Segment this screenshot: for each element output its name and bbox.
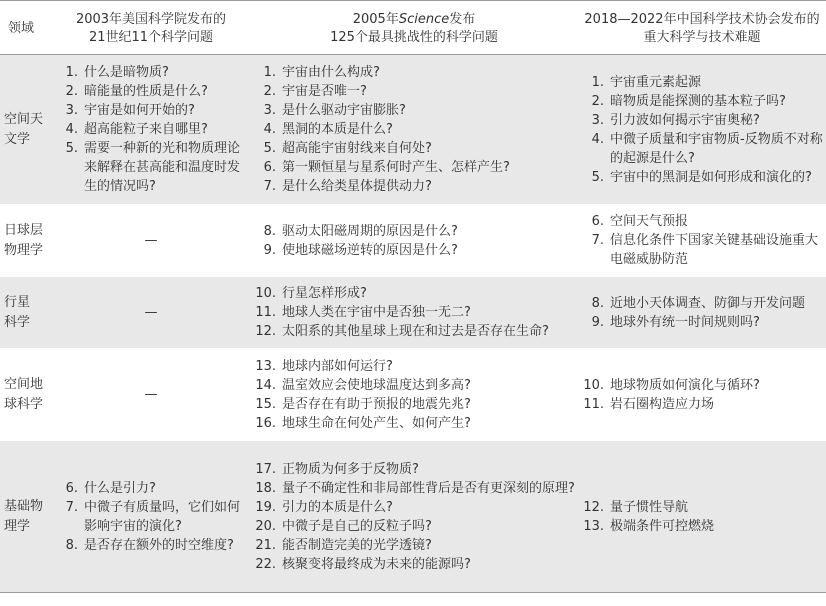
item-number: 10.: [255, 286, 276, 301]
col2-cell: [250, 205, 578, 277]
list-item: [52, 139, 250, 196]
item-number: 8.: [65, 537, 78, 553]
col3-cell: [578, 55, 826, 205]
list-item: [250, 120, 578, 139]
list-item: [250, 479, 578, 498]
item-text: 能否制造完美的光学透镜?: [282, 537, 432, 553]
item-number: 8.: [591, 295, 604, 311]
item-number: 15.: [255, 396, 276, 412]
item-number: 5.: [591, 169, 604, 185]
item-number: 11.: [255, 305, 276, 320]
item-text: 地球内部如何运行?: [282, 358, 393, 374]
list-item: [52, 63, 250, 82]
item-text: 使地球磁场逆转的原因是什么?: [282, 242, 458, 258]
item-text: 宇宙中的黑洞是如何形成和演化的?: [610, 169, 812, 185]
domain-cell: [0, 55, 52, 205]
item-text: 近地小天体调查、防御与开发问题: [610, 295, 806, 311]
item-number: 6.: [263, 160, 276, 175]
list-item: [250, 139, 578, 158]
question-list: [578, 73, 826, 187]
item-text: 宇宙由什么构成?: [282, 65, 380, 80]
item-number: 2.: [591, 93, 604, 109]
item-text: 地球人类在宇宙中是否独一无二?: [282, 305, 471, 320]
domain-cell: [0, 205, 52, 277]
question-list: [578, 294, 826, 332]
header-science-2005-line1: [252, 11, 576, 29]
list-item: [578, 73, 826, 92]
item-text: 量子不确定性和非局部性背后是否有更深刻的原理?: [282, 480, 575, 496]
header-science-prefix: 2005年: [352, 12, 399, 27]
domain-label-line: 空间地: [4, 376, 44, 392]
item-number: 9.: [263, 242, 276, 258]
item-number: 1.: [591, 74, 604, 90]
item-number: 17.: [255, 461, 276, 477]
list-item: [578, 294, 826, 313]
item-number: 4.: [263, 122, 276, 137]
col1-cell: [52, 441, 250, 593]
col1-cell: [52, 55, 250, 205]
col1-cell: [52, 205, 250, 277]
item-text: 宇宙是否唯一?: [282, 84, 367, 99]
table-row: [0, 441, 826, 593]
domain-cell: [0, 441, 52, 593]
item-number: 21.: [255, 537, 276, 553]
item-number: 8.: [263, 223, 276, 239]
header-science-suffix: 发布: [449, 12, 476, 27]
domain-label-line: 物理学: [4, 242, 44, 258]
item-text: 是什么给类星体提供动力?: [282, 179, 432, 194]
list-item: [52, 536, 250, 555]
list-item: [250, 101, 578, 120]
domain-cell: [0, 349, 52, 441]
item-text: 核聚变将最终成为未来的能源吗?: [282, 556, 471, 572]
item-text: 暗能量的性质是什么?: [84, 84, 208, 99]
item-number: 6.: [65, 480, 78, 496]
item-text: 驱动太阳磁周期的原因是什么?: [282, 223, 458, 239]
question-list: [250, 222, 578, 260]
list-item: [578, 395, 826, 414]
item-number: 12.: [255, 324, 276, 339]
item-number: 2.: [65, 84, 78, 99]
item-text: 黑洞的本质是什么?: [282, 122, 393, 137]
domain-label-line: 基础物: [4, 498, 44, 514]
question-list: [250, 63, 578, 196]
list-item: [52, 479, 250, 498]
item-number: 4.: [591, 131, 604, 147]
domain-label-line: 理学: [4, 518, 31, 534]
list-item: [578, 212, 826, 231]
table-row: [0, 277, 826, 349]
item-number: 3.: [263, 103, 276, 118]
col3-cell: [578, 349, 826, 441]
domain-label-line: 空间天: [4, 111, 44, 127]
item-text: 岩石圈构造应力场: [610, 396, 715, 412]
list-item: [250, 322, 578, 341]
header-science-2005-line2: 125个最具挑战性的科学问题: [330, 30, 498, 45]
item-text: 超高能粒子来自哪里?: [84, 122, 208, 137]
list-item: [250, 177, 578, 196]
list-item: [250, 82, 578, 101]
question-list: [250, 357, 578, 433]
header-nas-2003-line1: 2003年美国科学院发布的: [75, 12, 227, 27]
item-number: 7.: [591, 233, 604, 248]
empty-mark: —: [144, 305, 158, 320]
item-number: 12.: [583, 499, 604, 515]
question-list: [250, 460, 578, 574]
item-text: 地球物质如何演化与循环?: [610, 377, 760, 393]
item-text: 什么是暗物质?: [84, 65, 169, 80]
list-item: [578, 313, 826, 332]
list-item: [578, 130, 826, 168]
item-text: 空间天气预报: [610, 214, 689, 229]
item-number: 3.: [591, 112, 604, 128]
question-list: [578, 376, 826, 414]
header-science-journal: Science: [398, 12, 450, 27]
item-number: 13.: [583, 518, 604, 534]
item-number: 10.: [583, 377, 604, 393]
item-number: 2.: [263, 84, 276, 99]
list-item: [52, 101, 250, 120]
item-text: 中微子质量和宇宙物质-反物质不对称的起源是什么?: [610, 131, 823, 166]
item-number: 5.: [65, 141, 78, 156]
list-item: [250, 303, 578, 322]
item-text: 中微子是自己的反粒子吗?: [282, 518, 432, 534]
item-number: 19.: [255, 499, 276, 515]
item-number: 18.: [255, 480, 276, 496]
question-list: [578, 498, 826, 536]
item-text: 正物质为何多于反物质?: [282, 461, 419, 477]
col3-cell: [578, 441, 826, 593]
list-item: [250, 555, 578, 574]
list-item: [578, 92, 826, 111]
list-item: [250, 498, 578, 517]
col1-cell: [52, 277, 250, 349]
col2-cell: [250, 277, 578, 349]
item-text: 量子惯性导航: [610, 499, 689, 515]
item-text: 温室效应会使地球温度达到多高?: [282, 377, 471, 393]
col2-cell: [250, 349, 578, 441]
list-item: [250, 284, 578, 303]
domain-label-line: 球科学: [4, 396, 44, 412]
empty-mark: —: [144, 233, 158, 248]
domain-label-line: 日球层: [4, 222, 44, 238]
list-item: [52, 82, 250, 101]
item-number: 7.: [65, 499, 78, 515]
item-number: 16.: [255, 415, 276, 431]
list-item: [578, 498, 826, 517]
col2-cell: [250, 55, 578, 205]
item-text: 宇宙是如何开始的?: [84, 103, 195, 118]
list-item: [250, 517, 578, 536]
header-nas-2003-line2: 21世纪11个科学问题: [88, 30, 214, 45]
header-domain: 领域: [0, 1, 52, 55]
item-text: 什么是引力?: [84, 480, 156, 496]
list-item: [250, 158, 578, 177]
col3-cell: [578, 277, 826, 349]
domain-label-line: 科学: [4, 314, 31, 330]
item-number: 22.: [255, 556, 276, 572]
item-number: 7.: [263, 179, 276, 194]
item-text: 超高能宇宙射线来自何处?: [282, 141, 432, 156]
item-number: 6.: [591, 214, 604, 229]
question-list: [578, 212, 826, 269]
list-item: [52, 498, 250, 536]
item-text: 地球外有统一时间规则吗?: [610, 314, 760, 330]
table-row: [0, 349, 826, 441]
list-item: [250, 395, 578, 414]
item-number: 13.: [255, 358, 276, 374]
list-item: [578, 517, 826, 536]
item-number: 9.: [591, 314, 604, 330]
item-text: 极端条件可控燃烧: [610, 518, 715, 534]
table-row: [0, 205, 826, 277]
list-item: [578, 111, 826, 130]
list-item: [52, 120, 250, 139]
col1-cell: [52, 349, 250, 441]
item-text: 是否存在额外的时空维度?: [84, 537, 234, 553]
question-list: [52, 479, 250, 555]
item-number: 5.: [263, 141, 276, 156]
header-cast-line1: 2018—2022年中国科学技术协会发布的: [584, 12, 820, 27]
list-item: [250, 414, 578, 433]
item-number: 20.: [255, 518, 276, 534]
item-text: 第一颗恒星与星系何时产生、怎样产生?: [282, 160, 510, 175]
item-text: 信息化条件下国家关键基础设施重大电磁威胁防范: [610, 233, 819, 267]
list-item: [250, 460, 578, 479]
item-text: 引力波如何揭示宇宙奥秘?: [610, 112, 760, 128]
item-text: 宇宙重元素起源: [610, 74, 702, 90]
question-list: [250, 284, 578, 341]
item-text: 太阳系的其他星球上现在和过去是否存在生命?: [282, 324, 549, 339]
list-item: [250, 536, 578, 555]
item-text: 地球生命在何处产生、如何产生?: [282, 415, 471, 431]
empty-mark: —: [144, 387, 158, 402]
header-cast-line2: 重大科学与技术难题: [643, 30, 761, 45]
col3-cell: [578, 205, 826, 277]
item-text: 是否存在有助于预报的地震先兆?: [282, 396, 471, 412]
table-header: [0, 1, 826, 55]
question-list: [52, 63, 250, 196]
list-item: [578, 231, 826, 269]
item-number: 1.: [65, 65, 78, 80]
list-item: [578, 376, 826, 395]
item-number: 11.: [583, 396, 604, 412]
header-cast-2018-2022: [578, 1, 826, 55]
item-number: 3.: [65, 103, 78, 118]
item-text: 是什么驱动宇宙膨胀?: [282, 103, 406, 118]
list-item: [250, 241, 578, 260]
item-number: 14.: [255, 377, 276, 393]
item-text: 暗物质是能探测的基本粒子吗?: [610, 93, 786, 109]
table-body: [0, 55, 826, 593]
list-item: [250, 222, 578, 241]
domain-cell: [0, 277, 52, 349]
item-text: 需要一种新的光和物质理论来解释在甚高能和温度时发生的情况吗?: [84, 141, 241, 194]
table-row: [0, 55, 826, 205]
header-nas-2003: [52, 1, 250, 55]
header-science-2005: [250, 1, 578, 55]
domain-label-line: 文学: [4, 131, 31, 147]
domain-label-line: 行星: [4, 294, 31, 310]
col2-cell: [250, 441, 578, 593]
item-text: 行星怎样形成?: [282, 286, 367, 301]
item-text: 中微子有质量吗，它们如何影响宇宙的演化?: [84, 499, 241, 534]
item-number: 4.: [65, 122, 78, 137]
list-item: [250, 376, 578, 395]
list-item: [250, 357, 578, 376]
item-text: 引力的本质是什么?: [282, 499, 393, 515]
list-item: [578, 168, 826, 187]
item-number: 1.: [263, 65, 276, 80]
list-item: [250, 63, 578, 82]
